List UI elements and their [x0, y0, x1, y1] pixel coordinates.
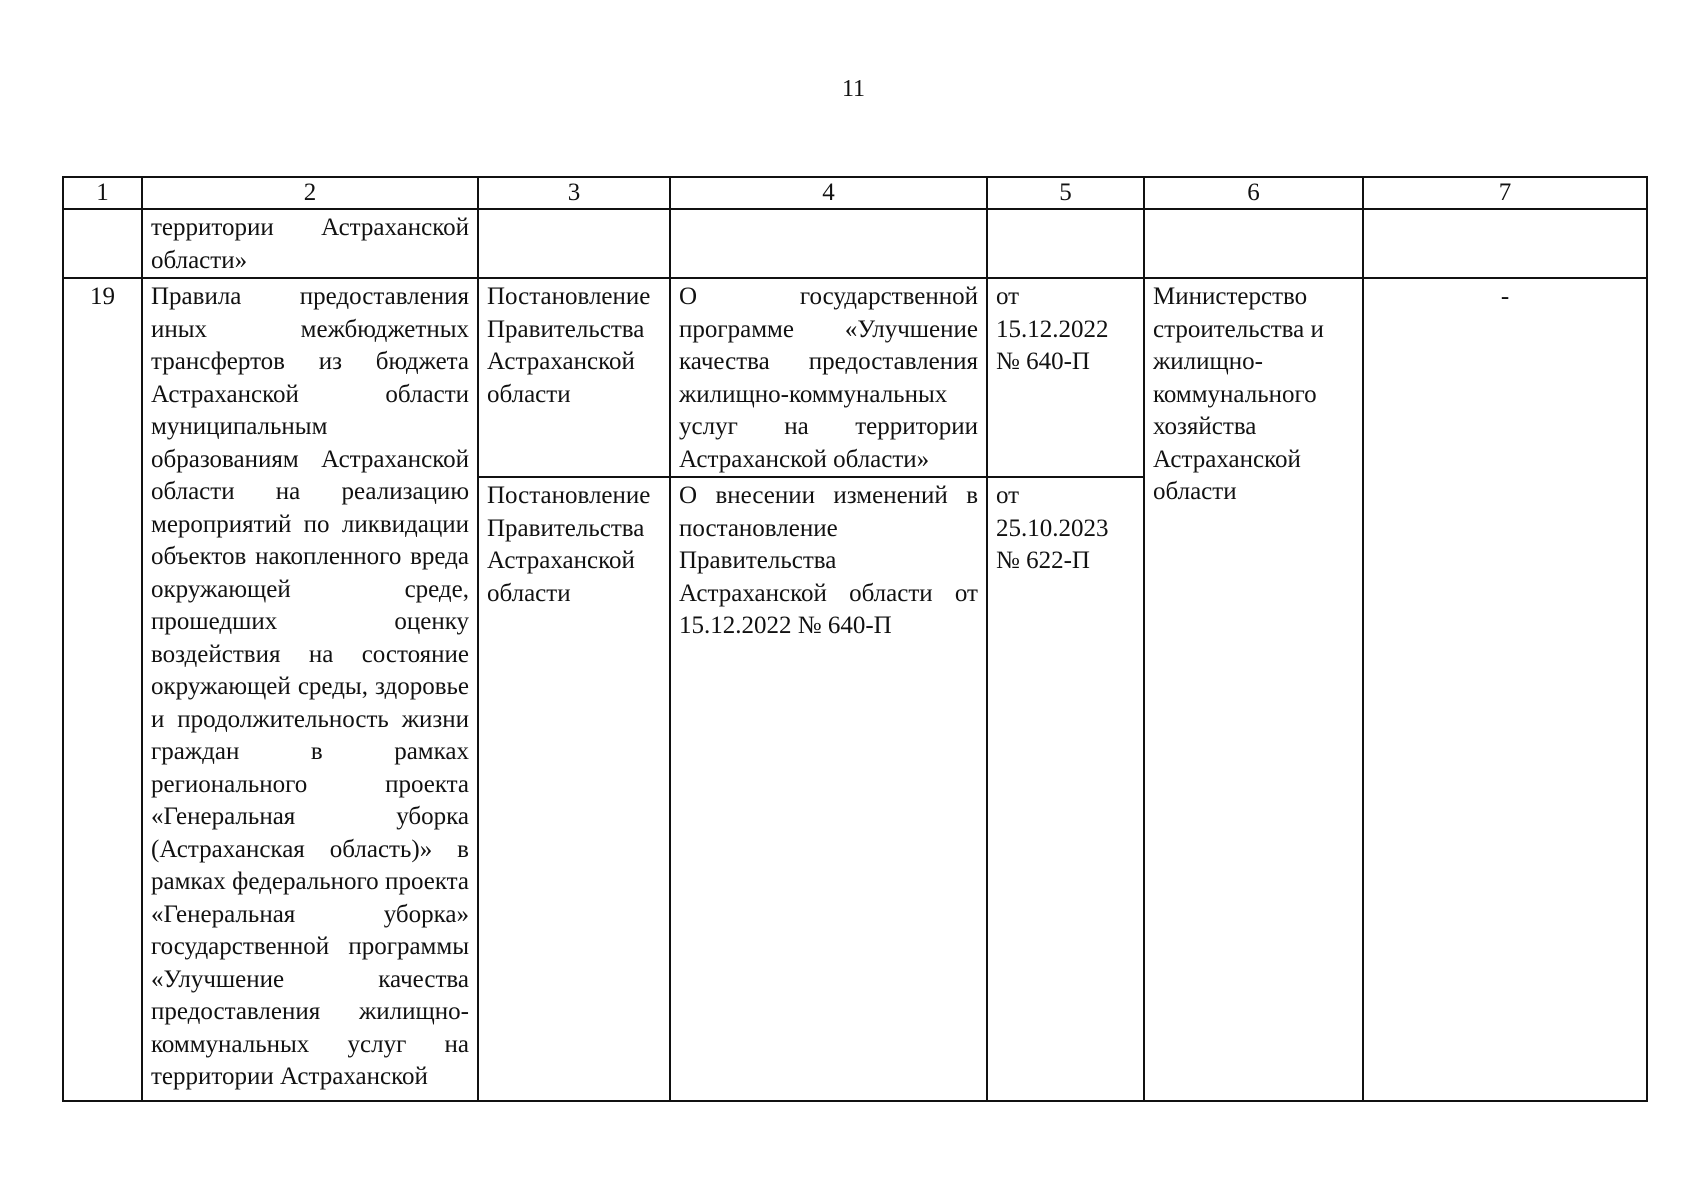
- row-19-col-7: -: [1363, 278, 1647, 1101]
- header-col-2: 2: [142, 177, 478, 209]
- act-1-name: О государственной программе «Улучшение качества предоставления жилищно-коммунальных услуг на территории Астраханской области»: [670, 278, 987, 477]
- act-1-date: от 15.12.2022 № 640-П: [987, 278, 1144, 477]
- cont-col-1: [63, 209, 142, 278]
- header-col-5: 5: [987, 177, 1144, 209]
- cont-col-2-text: территории Астраханской области»: [142, 209, 478, 278]
- cont-col-4: [670, 209, 987, 278]
- act-2-date: от 25.10.2023 № 622-П: [987, 477, 1144, 1101]
- act-2-name: О внесении изменений в постановление Правительства Астраханской области от 15.12.2022 № 640-П: [670, 477, 987, 1101]
- header-col-3: 3: [478, 177, 670, 209]
- row-19-number: 19: [63, 278, 142, 1101]
- cont-col-3: [478, 209, 670, 278]
- table-row-continuation: [63, 209, 1647, 278]
- header-col-4: 4: [670, 177, 987, 209]
- page-number: 11: [841, 76, 866, 102]
- row-19-responsible: Министерство строительства и жилищно-коммунального хозяйства Астраханской области: [1144, 278, 1363, 1101]
- act-2-type: Постановление Правительства Астраханской области: [478, 477, 670, 1101]
- header-col-6: 6: [1144, 177, 1363, 209]
- cont-col-6: [1144, 209, 1363, 278]
- header-col-7: 7: [1363, 177, 1647, 209]
- cont-col-7: [1363, 209, 1647, 278]
- row-19-title: Правила предоставления иных межбюджетных трансфертов из бюджета Астраханской области муниципальным образованиям Астраханской области на реализацию мероприятий по ликвидации объектов накопленного вреда окружающей среде, прошедших оценку воздействия на состояние окружающей среды, здоровье и продолжительность жизни граждан в рамках регионального проекта «Генеральная уборка (Астраханская область)» в рамках федерального проекта «Генеральная уборка» государственной программы «Улучшение качества предоставления жилищно-коммунальных услуг на территории Астраханской: [142, 278, 478, 1101]
- header-col-1: 1: [63, 177, 142, 209]
- act-1-type: Постановление Правительства Астраханской области: [478, 278, 670, 477]
- cont-col-5: [987, 209, 1144, 278]
- table-row-19-act-1: [63, 278, 1647, 477]
- table-header-row: [63, 177, 1647, 209]
- document-table: [62, 176, 1648, 1102]
